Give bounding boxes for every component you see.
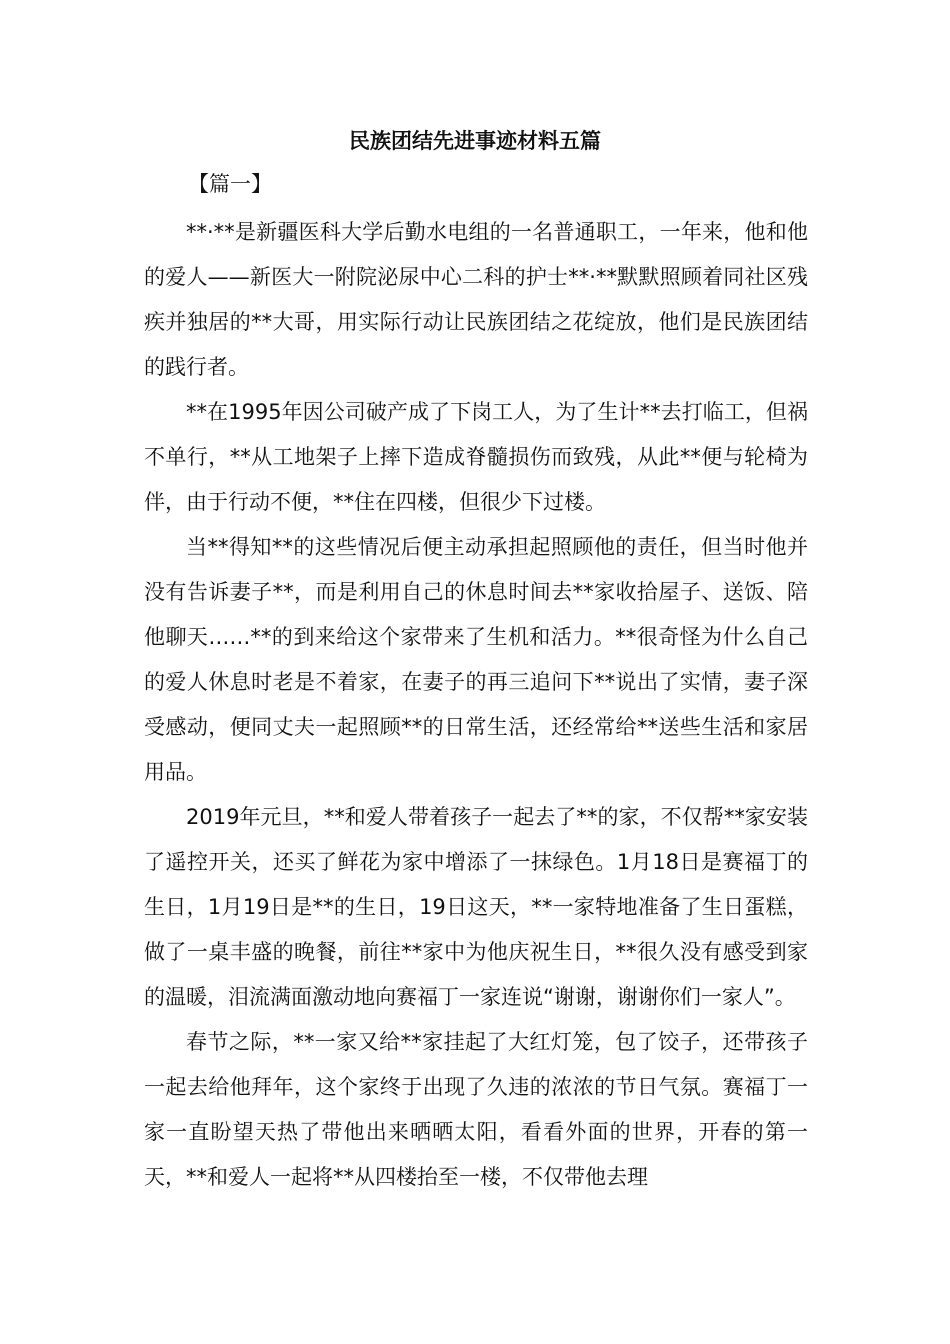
paragraph-3: 当**得知**的这些情况后便主动承担起照顾他的责任，但当时他并没有告诉妻子**，而是利用自己的休息时间去**家收拾屋子、送饭、陪他聊天……**的到来给这个家带来了生机和活力。**很奇怪为什么自己的爱人休息时老是不着家，在妻子的再三追问下**说出了实情，妻子深受感动，便同丈夫一起照顾**的日常生活，还经常给**送些生活和家居用品。 xyxy=(144,535,808,784)
document-body xyxy=(144,210,808,1200)
section-label: 【篇一】 xyxy=(188,172,272,196)
paragraph-5: 春节之际，**一家又给**家挂起了大红灯笼，包了饺子，还带孩子一起去给他拜年，这个家终于出现了久违的浓浓的节日气氛。赛福丁一家一直盼望天热了带他出来晒晒太阳，看看外面的世界，开春的第一天，**和爱人一起将**从四楼抬至一楼，不仅带他去理 xyxy=(144,1030,808,1189)
paragraph-1: **·**是新疆医科大学后勤水电组的一名普通职工，一年来，他和他的爱人——新医大一附院泌尿中心二科的护士**·**默默照顾着同社区残疾并独居的**大哥，用实际行动让民族团结之花绽放，他们是民族团结的践行者。 xyxy=(144,220,808,379)
paragraph-4: 2019年元旦，**和爱人带着孩子一起去了**的家，不仅帮**家安装了遥控开关，还买了鲜花为家中增添了一抹绿色。1月18日是赛福丁的生日，1月19日是**的生日，19日这天，**一家特地准备了生日蛋糕，做了一桌丰盛的晚餐，前往**家中为他庆祝生日，**很久没有感受到家的温暖，泪流满面激动地向赛福丁一家连说“谢谢，谢谢你们一家人”。 xyxy=(144,805,808,1009)
document-title: 民族团结先进事迹材料五篇 xyxy=(349,129,601,153)
paragraph-2: **在1995年因公司破产成了下岗工人，为了生计**去打临工，但祸不单行，**从工地架子上摔下造成脊髓损伤而致残，从此**便与轮椅为伴，由于行动不便，**住在四楼，但很少下过楼。 xyxy=(144,400,808,514)
